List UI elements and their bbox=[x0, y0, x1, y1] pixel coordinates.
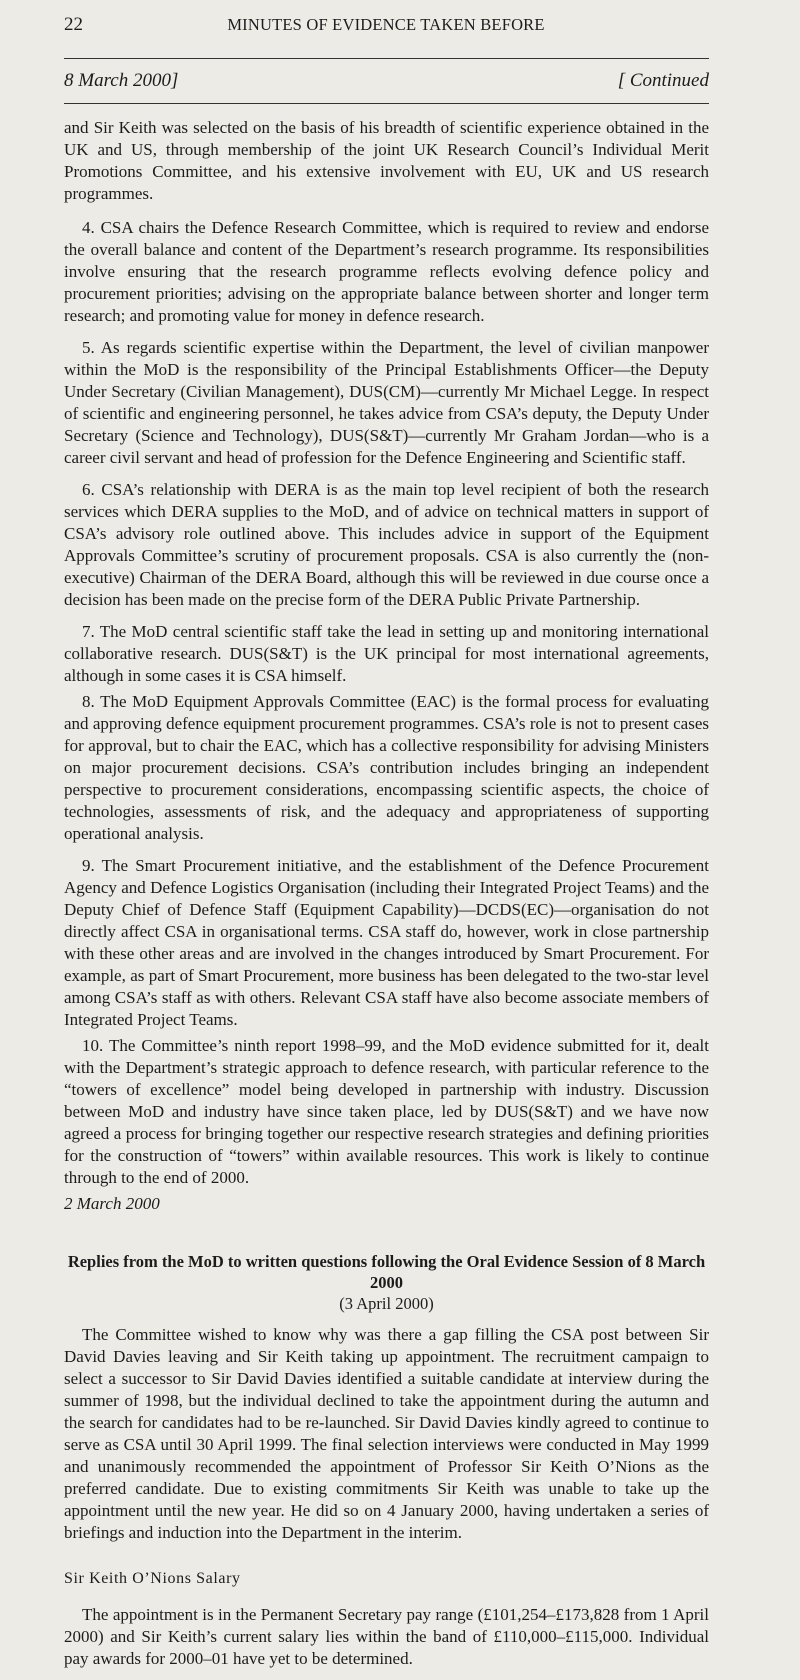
paragraph-5: 5. As regards scientific expertise within the Department, the level of civilian manpower within the MoD is the responsibility of the Principal Establishments Officer—the Deputy Under Secretary (Civilian Management), DUS(CM)—currently Mr Michael Legge. In respect of scientific and engineering personnel, he takes advice from CSA’s deputy, the Deputy Under Secretary (Science and Technology), DUS(S&T)—currently Mr Graham Jordan—who is a career civil servant and head of profession for the Defence Engineering and Scientific staff. bbox=[64, 338, 709, 467]
header-rule-top bbox=[64, 58, 709, 59]
running-head bbox=[64, 14, 708, 38]
paragraph-9: 9. The Smart Procurement initiative, and the establishment of the Defence Procurement Agency and Defence Logistics Organisation (including their Integrated Project Teams) and the Deputy Chief of Defence Staff (Equipment Capability)—DCDS(EC)—organisation do not directly affect CSA in organisational terms. CSA staff do, however, work in close partnership with these other areas and are involved in the changes introduced by Smart Procurement. For example, as part of Smart Procurement, more business has been delegated to the two-star level among CSA’s staff as with others. Relevant CSA staff have also become associate members of Integrated Project Teams. bbox=[64, 856, 709, 1029]
running-title: MINUTES OF EVIDENCE TAKEN BEFORE bbox=[227, 15, 545, 34]
salary-paragraph: The appointment is in the Permanent Secretary pay range (£101,254–£173,828 from 1 April 2000) and Sir Keith’s current salary lies within the band of £110,000–£115,000. Individual pay awards for 2000–01 have yet to be determined. bbox=[64, 1605, 709, 1668]
replies-heading: Replies from the MoD to written questions following the Oral Evidence Session of 8 March 2000 bbox=[67, 1252, 706, 1292]
replies-paragraph: The Committee wished to know why was there a gap filling the CSA post between Sir David Davies leaving and Sir Keith taking up appointment. The recruitment campaign to select a successor to Sir David Davies identified a suitable candidate at interview during the summer of 1998, but the individual declined to take the appointment during the autumn and the search for candidates had to be re-launched. Sir David Davies kindly agreed to continue to serve as CSA until 30 April 1999. The final selection interviews were conducted in May 1999 and unanimously recommended the appointment of Professor Sir Keith O’Nions as the preferred candidate. Due to existing commitments Sir Keith was unable to take up the appointment until the new year. He did so on 4 January 2000, having undertaken a series of briefings and induction into the Department in the interim. bbox=[64, 1325, 709, 1542]
replies-subheading: (3 April 2000) bbox=[339, 1294, 434, 1313]
paragraph-continued: and Sir Keith was selected on the basis of his breadth of scientific experience obtained in the UK and US, through membership of the joint UK Research Council’s Individual Merit Promotions Committee, and his extensive involvement with EU, UK and US research programmes. bbox=[64, 118, 709, 203]
page-number: 22 bbox=[64, 14, 83, 35]
header-rule-bottom bbox=[64, 103, 709, 104]
continued-label: [ Continued bbox=[617, 70, 709, 91]
session-date-line bbox=[64, 70, 709, 94]
session-date: 8 March 2000] bbox=[64, 70, 179, 91]
paragraph-6: 6. CSA’s relationship with DERA is as the main top level recipient of both the research services which DERA supplies to the MoD, and of advice on technical matters in support of CSA’s advisory role outlined above. This includes advice in support of the Equipment Approvals Committee’s scrutiny of procurement proposals. CSA is also currently the (non-executive) Chairman of the DERA Board, although this will be reviewed in due course once a decision has been made on the precise form of the DERA Public Private Partnership. bbox=[64, 480, 709, 609]
paragraph-8: 8. The MoD Equipment Approvals Committee (EAC) is the formal process for evaluating and approving defence equipment procurement programmes. CSA’s role is not to present cases for approval, but to chair the EAC, which has a collective responsibility for advising Ministers on major procurement decisions. CSA’s contribution includes bringing an independent perspective to procurement considerations, encompassing scientific aspects, the choice of technologies, assessments of risk, and the adequacy and appropriateness of supporting operational analysis. bbox=[64, 692, 709, 843]
signature-date: 2 March 2000 bbox=[64, 1194, 160, 1213]
paragraph-10: 10. The Committee’s ninth report 1998–99, and the MoD evidence submitted for it, dealt with the Department’s strategic approach to defence research, with particular reference to the “towers of excellence” model being developed in partnership with industry. Discussion between MoD and industry have since taken place, led by DUS(S&T) and we have now agreed a process for bringing together our respective research strategies and defining priorities for the construction of “towers” within available resources. This work is likely to continue through to the end of 2000. bbox=[64, 1036, 709, 1187]
paragraph-7: 7. The MoD central scientific staff take the lead in setting up and monitoring international collaborative research. DUS(S&T) is the UK principal for most international agreements, although in some cases it is CSA himself. bbox=[64, 622, 709, 685]
paragraph-4: 4. CSA chairs the Defence Research Committee, which is required to review and endorse the overall balance and content of the Department’s research programme. Its responsibilities involve ensuring that the research programme reflects evolving defence policy and procurement priorities; advising on the appropriate balance between shorter and longer term research; and promoting value for money in defence research. bbox=[64, 218, 709, 325]
document-body bbox=[64, 117, 709, 1680]
salary-heading: Sir Keith O’Nions Salary bbox=[64, 1570, 241, 1587]
